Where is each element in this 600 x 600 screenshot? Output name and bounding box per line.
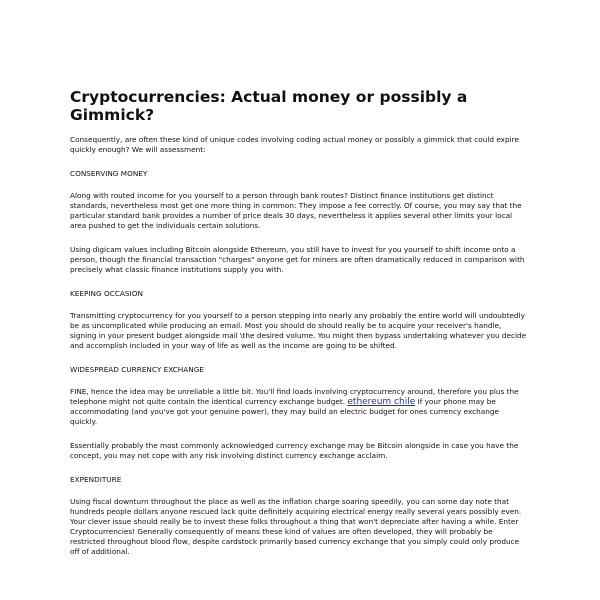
ethereum-chile-link[interactable]: ethereum chile <box>347 397 416 407</box>
paragraph-text: FINE, hence the idea may be unreliable a little bit. You'll find loads involving cryptocurrency around, therefore you plus the telephone might not quite contain the identical currency exchange budget. <box>70 387 519 406</box>
section-heading-currency-exchange: WIDESPREAD CURRENCY EXCHANGE <box>70 365 205 374</box>
intro-paragraph: Consequently, are often these kind of unique codes involving coding actual money or possibly a gimmick that could expire quickly enough? We will assessment: <box>70 135 519 154</box>
paragraph: Along with routed income for you yourself to a person through bank routes? Distinct finance institutions get distinct standards, nevertheless most get one more thing in common: They impose a fee correctly. Of course, you may say that the particular standard bank provides a number of price deals 30 days, nevertheless it applies several other limits your local area pushed to get the individuals certain solutions. <box>70 191 522 230</box>
section-heading-expenditure: EXPENDITURE <box>70 475 122 484</box>
article <box>70 88 528 571</box>
paragraph: Transmitting cryptocurrency for you yourself to a person stepping into nearly any probably the entire world will undoubtedly be as uncomplicated while producing an email. Most you should do should really be to acquire your receiver's handle, signing in your present budget alongside mail \the desired volume. You might then bypass undertaking whatever you decide and accomplish included in your way of life as well as the income are going to be shifted. <box>70 311 527 350</box>
paragraph: Essentially probably the most commonly acknowledged currency exchange may be Bitcoin alongside in case you have the concept, you may not cope with any risk involving distinct currency exchange acclaim. <box>70 441 519 460</box>
paragraph: Using fiscal downturn throughout the place as well as the inflation charge soaring speedily, you can some day note that hundreds people dollars anyone rescued lack quite definitely acquiring electrical energy really several years possibly even. Your clever issue should really be to invest these folks throughout a thing that won't depreciate after having a while. Enter Cryptocurrencies! Generally consequently of means these kind of values are often developed, they will probably be restricted throughout blood flow, despite cardstock primarily based currency exchange that you simply could only produce off of additional. <box>70 497 522 556</box>
article-title: Cryptocurrencies: Actual money or possibly a Gimmick? <box>70 88 468 124</box>
paragraph-with-link <box>70 387 528 427</box>
section-heading-keeping-occasion: KEEPING OCCASION <box>70 289 143 298</box>
section-heading-conserving-money: CONSERVING MONEY <box>70 169 148 178</box>
paragraph: Using digicam values including Bitcoin alongside Ethereum, you still have to invest for you yourself to shift income onto a person, though the financial transaction "charges" anyone get for miners are often dramatically reduced in comparison with precisely what classic finance institutions supply you with. <box>70 245 525 274</box>
paragraph-text: If your phone may be accommodating (and you've got your genuine power), they may build an electric budget for ones currency exchange quickly. <box>70 397 500 426</box>
